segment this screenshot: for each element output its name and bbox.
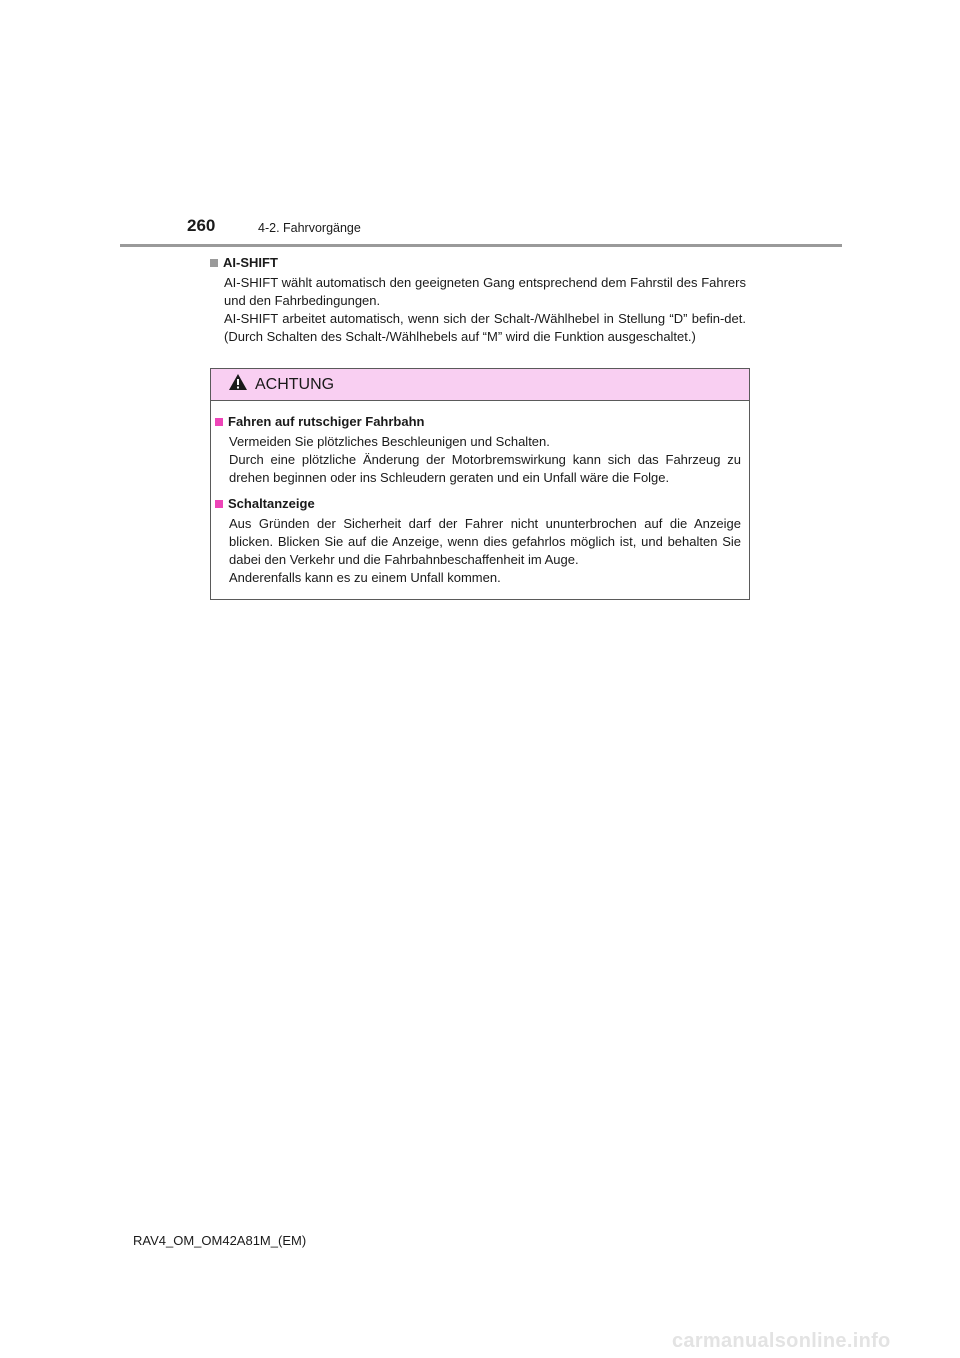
warning-item-paragraph: Durch eine plötzliche Änderung der Motorbremswirkung kann sich das Fahrzeug zu drehen beginnen oder ins Schleudern geraten und ein Unfall wäre die Folge.	[229, 452, 741, 485]
warning-item-paragraph: Anderenfalls kann es zu einem Unfall kommen.	[229, 570, 501, 585]
warning-item-heading	[215, 495, 741, 513]
watermark: carmanualsonline.info	[672, 1330, 891, 1352]
ai-shift-paragraph: AI-SHIFT arbeitet automatisch, wenn sich der Schalt-/Wählhebel in Stellung “D” befin-det. (Durch Schalten des Schalt-/Wählhebels auf “M” wird die Funktion ausgeschaltet.)	[224, 311, 746, 344]
page-number: 260	[187, 216, 216, 235]
warning-item	[215, 413, 741, 487]
warning-item-heading	[215, 413, 741, 431]
warning-item	[215, 495, 741, 587]
ai-shift-section	[210, 254, 746, 346]
document-code: RAV4_OM_OM42A81M_(EM)	[133, 1233, 307, 1248]
ai-shift-heading-text: AI-SHIFT	[223, 255, 278, 270]
warning-triangle-icon	[228, 373, 248, 396]
warning-box	[210, 368, 750, 600]
warning-item-heading-text: Schaltanzeige	[228, 496, 315, 511]
warning-item-paragraph: Aus Gründen der Sicherheit darf der Fahrer nicht ununterbrochen auf die Anzeige blicken. Blicken Sie auf die Anzeige, wenn dies gefahrlos möglich ist, und behalten Sie dabei den Verkehr und die Fahrbahnbeschaffenheit im Auge.	[229, 516, 741, 567]
warning-item-heading-text: Fahren auf rutschiger Fahrbahn	[228, 414, 425, 429]
section-title: 4-2. Fahrvorgänge	[258, 221, 361, 235]
ai-shift-heading	[210, 254, 746, 272]
warning-item-paragraph: Vermeiden Sie plötzliches Beschleunigen und Schalten.	[229, 434, 550, 449]
header-divider	[120, 244, 842, 247]
warning-title: ACHTUNG	[255, 375, 335, 393]
square-bullet-icon	[215, 500, 223, 508]
warning-header	[211, 369, 749, 401]
square-bullet-icon	[215, 418, 223, 426]
square-bullet-icon	[210, 259, 218, 267]
ai-shift-paragraph: AI-SHIFT wählt automatisch den geeigneten Gang entsprechend dem Fahrstil des Fahrers und den Fahrbedingungen.	[224, 275, 746, 308]
warning-body	[211, 401, 749, 587]
